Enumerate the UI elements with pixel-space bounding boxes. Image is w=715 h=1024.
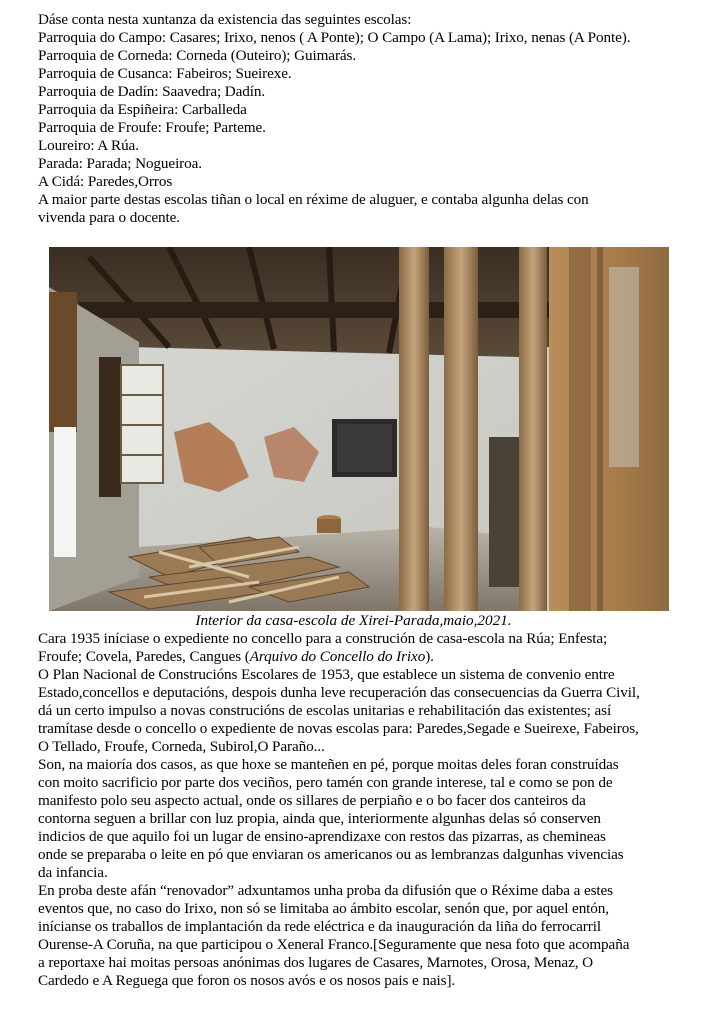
body-text: [38, 630, 698, 990]
body-line: eventos que, no caso do Irixo, non só se limitaba ao ámbito escolar, senón que, por aquel entón,: [38, 900, 609, 917]
body-line: onde se preparaba o leite en pó que enviaran os americanos ou as lembranzas dalgunhas vivencias: [38, 846, 624, 863]
body-line: Son, na maioría dos casos, as que hoxe se manteñen en pé, porque moitas deles foran construídas: [38, 756, 619, 773]
body-line: Ourense-A Coruña, na que participou o Xeneral Franco.[Seguramente que nesa foto que acompaña: [38, 936, 630, 953]
intro-line: vivenda para o docente.: [38, 209, 180, 226]
archive-reference: Arquivo do Concello do Irixo: [249, 648, 426, 665]
intro-line: Parroquia do Campo: Casares; Irixo, nenos ( A Ponte); O Campo (A Lama); Irixo, nenas (A Ponte).: [38, 29, 631, 46]
intro-line: Parroquia de Cusanca: Fabeiros; Sueirexe.: [38, 65, 292, 82]
body-line: Estado,concellos e deputacións, despois dunha leve recuperación das consecuencias da Guerra Civil,: [38, 684, 640, 701]
intro-line: Parroquia da Espiñeira: Carballeda: [38, 101, 247, 118]
body-line-start: Froufe; Covela, Paredes, Cangues (: [38, 648, 250, 665]
body-line: a reportaxe hai moitas persoas anónimas dos lugares de Casares, Marnotes, Orosa, Menaz, O: [38, 954, 593, 971]
photo-caption: [0, 612, 715, 630]
body-line-end: ).: [425, 648, 434, 665]
intro-line: Dáse conta nesta xuntanza da existencia das seguintes escolas:: [38, 11, 412, 28]
body-line: contorna seguen a brillar con luz propia, ainda que, interiormente algunhas delas só conserven: [38, 810, 601, 827]
body-line-archive: [38, 648, 698, 666]
intro-line: Parada: Parada; Nogueiroa.: [38, 155, 202, 172]
intro-line: A Cidá: Paredes,Orros: [38, 173, 173, 190]
body-line: indicios de que aquilo foi un lugar de ensino-aprendizaxe con restos das pizarras, as chemineas: [38, 828, 606, 845]
body-line: Cardedo e A Reguega que foron os nosos avós e os nosos pais e nais].: [38, 972, 456, 989]
intro-line: Loureiro: A Rúa.: [38, 137, 139, 154]
body-line: con moito sacrificio por parte dos veciños, pero tamén con grande interese, tal e como se pon de: [38, 774, 613, 791]
body-line: da infancia.: [38, 864, 108, 881]
body-line: O Plan Nacional de Construcións Escolares de 1953, que establece un sistema de convenio entre: [38, 666, 615, 683]
body-line: tramítase desde o concello o expediente de novas escolas para: Paredes,Segade e Sueirexe, Fabeiros,: [38, 720, 639, 737]
body-line: dá un certo impulso a novas construcións de escolas unitarias e rehabilitación das existentes; así: [38, 702, 612, 719]
body-line: O Tellado, Froufe, Corneda, Subirol,O Paraño...: [38, 738, 325, 755]
body-line: En proba deste afán “renovador” adxuntamos unha proba da difusión que o Réxime daba a estes: [38, 882, 613, 899]
intro-line: Parroquia de Corneda: Corneda (Outeiro); Guimarás.: [38, 47, 357, 64]
body-line: manifesto polo seu aspecto actual, onde os sillares de perpiaño e o bo facer dos canteiros da: [38, 792, 586, 809]
body-line: Cara 1935 iníciase o expediente no concello para a construción de casa-escola na Rúa; Enfesta;: [38, 630, 608, 647]
intro-text: [38, 11, 698, 227]
intro-line: Parroquia de Dadín: Saavedra; Dadín.: [38, 83, 266, 100]
caption-text: Interior da casa-escola de Xirei-Parada,maio,2021.: [195, 612, 512, 629]
school-interior-photo: [49, 247, 669, 611]
intro-line: Parroquia de Froufe: Froufe; Parteme.: [38, 119, 266, 136]
intro-line: A maior parte destas escolas tiñan o local en réxime de aluguer, e contaba algunha delas con: [38, 191, 589, 208]
body-line: inícianse os traballos de implantación da rede eléctrica e da inauguración da liña do ferrocarril: [38, 918, 601, 935]
